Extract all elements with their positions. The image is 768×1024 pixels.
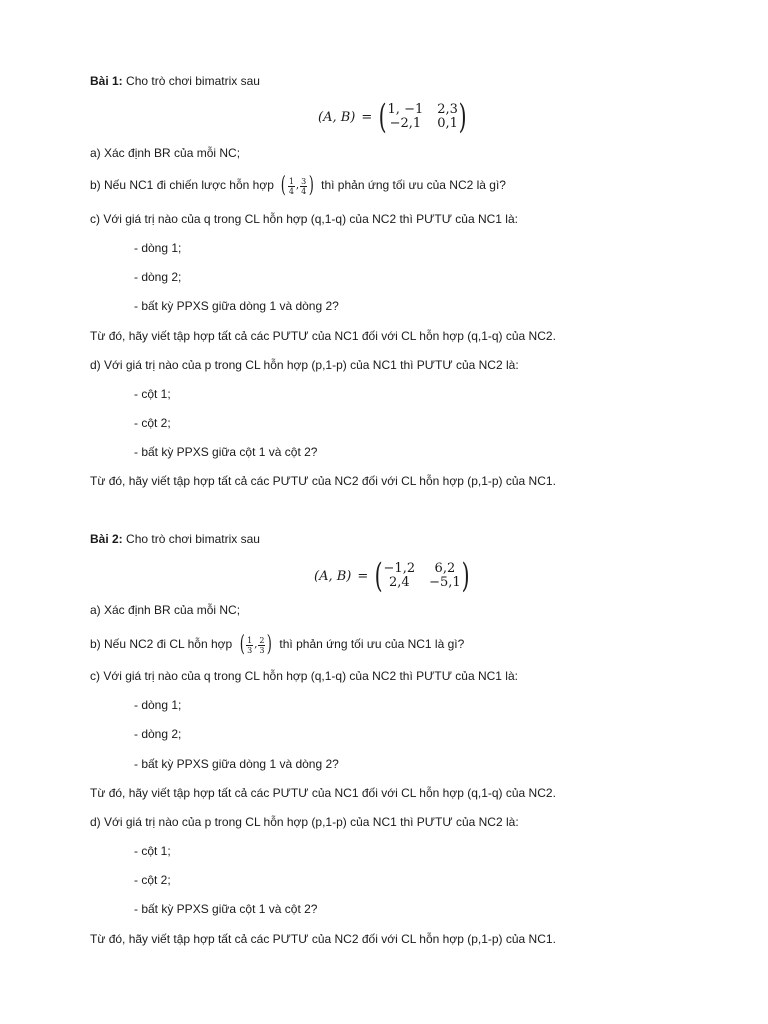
comma: , (254, 639, 258, 650)
right-paren: ) (458, 97, 467, 137)
bai1-c-item: - dòng 1; (134, 241, 182, 255)
bai2-b-post: thì phản ứng tối ưu của NC1 là gì? (279, 637, 465, 652)
fraction (258, 636, 265, 655)
bai2-part-a: a) Xác định BR của mỗi NC; (90, 603, 241, 617)
bai1-part-c: c) Với giá trị nào của q trong CL hỗn hợp (q,1-q) của NC2 thì PƯTƯ của NC1 là: (90, 212, 518, 226)
fraction-den: 3 (247, 645, 253, 655)
bai2-c-item: - bất kỳ PPXS giữa dòng 1 và dòng 2? (134, 757, 339, 771)
bai2-label: Bài 2: (90, 532, 123, 546)
bai2-part-c: c) Với giá trị nào của q trong CL hỗn hợp (q,1-q) của NC2 thì PƯTƯ của NC1 là: (90, 669, 518, 683)
bai1-lhs: (A, B) (318, 109, 356, 125)
fraction-den: 3 (259, 645, 265, 655)
bai2-part-b (90, 634, 464, 656)
bai1-label: Bài 1: (90, 74, 123, 88)
right-paren: ) (267, 632, 273, 657)
bai2-intro: Cho trò chơi bimatrix sau (122, 532, 260, 546)
right-paren: ) (461, 556, 470, 596)
bai2-matrix (384, 562, 461, 590)
bai1-d-item: - cột 1; (134, 387, 171, 401)
bai2-d-item: - cột 1; (134, 844, 171, 858)
bai1-equals: = (361, 109, 373, 125)
bai2-matrix-equation (314, 556, 470, 596)
bai1-b-post: thì phản ứng tối ưu của NC2 là gì? (321, 178, 506, 193)
bai2-d-item: - cột 2; (134, 873, 171, 887)
bai1-part-b (90, 175, 506, 197)
bai2-equals: = (357, 568, 369, 584)
bai2-cell-21: 2,4 (388, 575, 410, 590)
bai2-d-item: - bất kỳ PPXS giữa cột 1 và cột 2? (134, 902, 318, 916)
bai1-cell-21: −2,1 (389, 116, 422, 131)
comma: , (295, 180, 300, 191)
bai1-mixed-strategy (279, 175, 316, 197)
left-paren: ( (239, 632, 245, 657)
left-paren: ( (374, 556, 383, 596)
bai2-heading (90, 531, 260, 547)
bai1-c-item: - bất kỳ PPXS giữa dòng 1 và dòng 2? (134, 299, 339, 313)
fraction (288, 177, 295, 196)
bai1-matrix-equation (318, 97, 467, 137)
bai2-mixed-strategy (238, 634, 275, 656)
fraction-num: 2 (259, 635, 265, 645)
bai1-part-d: d) Với giá trị nào của p trong CL hỗn hợp (p,1-p) của NC1 thì PƯTƯ của NC2 là: (90, 358, 519, 372)
left-paren: ( (280, 173, 287, 198)
bai1-intro: Cho trò chơi bimatrix sau (122, 74, 260, 88)
bai1-heading (90, 73, 260, 89)
bai2-lhs: (A, B) (314, 568, 352, 584)
bai1-c-conclusion: Từ đó, hãy viết tập hợp tất cả các PƯTƯ của NC1 đối với CL hỗn hợp (q,1-q) của NC2. (90, 329, 556, 343)
bai1-matrix (388, 103, 458, 131)
bai2-c-item: - dòng 2; (134, 727, 182, 741)
fraction (300, 177, 307, 196)
bai2-d-conclusion: Từ đó, hãy viết tập hợp tất cả các PƯTƯ của NC2 đối với CL hỗn hợp (p,1-p) của NC1. (90, 932, 556, 946)
fraction-num: 3 (301, 176, 307, 186)
bai1-cell-22: 0,1 (437, 116, 458, 131)
fraction (246, 636, 253, 655)
bai2-cell-12: 6,2 (434, 561, 456, 576)
bai1-cell-12: 2,3 (437, 102, 458, 117)
fraction-den: 4 (301, 186, 307, 196)
fraction-den: 4 (288, 186, 294, 196)
bai2-c-item: - dòng 1; (134, 698, 182, 712)
bai2-cell-22: −5,1 (429, 575, 461, 590)
bai1-part-a: a) Xác định BR của mỗi NC; (90, 146, 241, 160)
left-paren: ( (378, 97, 387, 137)
bai1-d-item: - bất kỳ PPXS giữa cột 1 và cột 2? (134, 445, 318, 459)
bai1-cell-11: 1, −1 (387, 102, 424, 117)
bai2-cell-11: −1,2 (383, 561, 416, 576)
bai2-b-pre: b) Nếu NC2 đi CL hỗn hợp (90, 637, 233, 652)
bai1-c-item: - dòng 2; (134, 270, 182, 284)
bai2-part-d: d) Với giá trị nào của p trong CL hỗn hợp (p,1-p) của NC1 thì PƯTƯ của NC2 là: (90, 815, 519, 829)
bai1-b-pre: b) Nếu NC1 đi chiến lược hỗn hợp (90, 178, 274, 193)
fraction-num: 1 (288, 176, 294, 186)
bai1-d-item: - cột 2; (134, 416, 171, 430)
right-paren: ) (308, 173, 315, 198)
bai2-c-conclusion: Từ đó, hãy viết tập hợp tất cả các PƯTƯ của NC1 đối với CL hỗn hợp (q,1-q) của NC2. (90, 786, 556, 800)
fraction-num: 1 (247, 635, 253, 645)
bai1-d-conclusion: Từ đó, hãy viết tập hợp tất cả các PƯTƯ của NC2 đối với CL hỗn hợp (p,1-p) của NC1. (90, 474, 556, 488)
